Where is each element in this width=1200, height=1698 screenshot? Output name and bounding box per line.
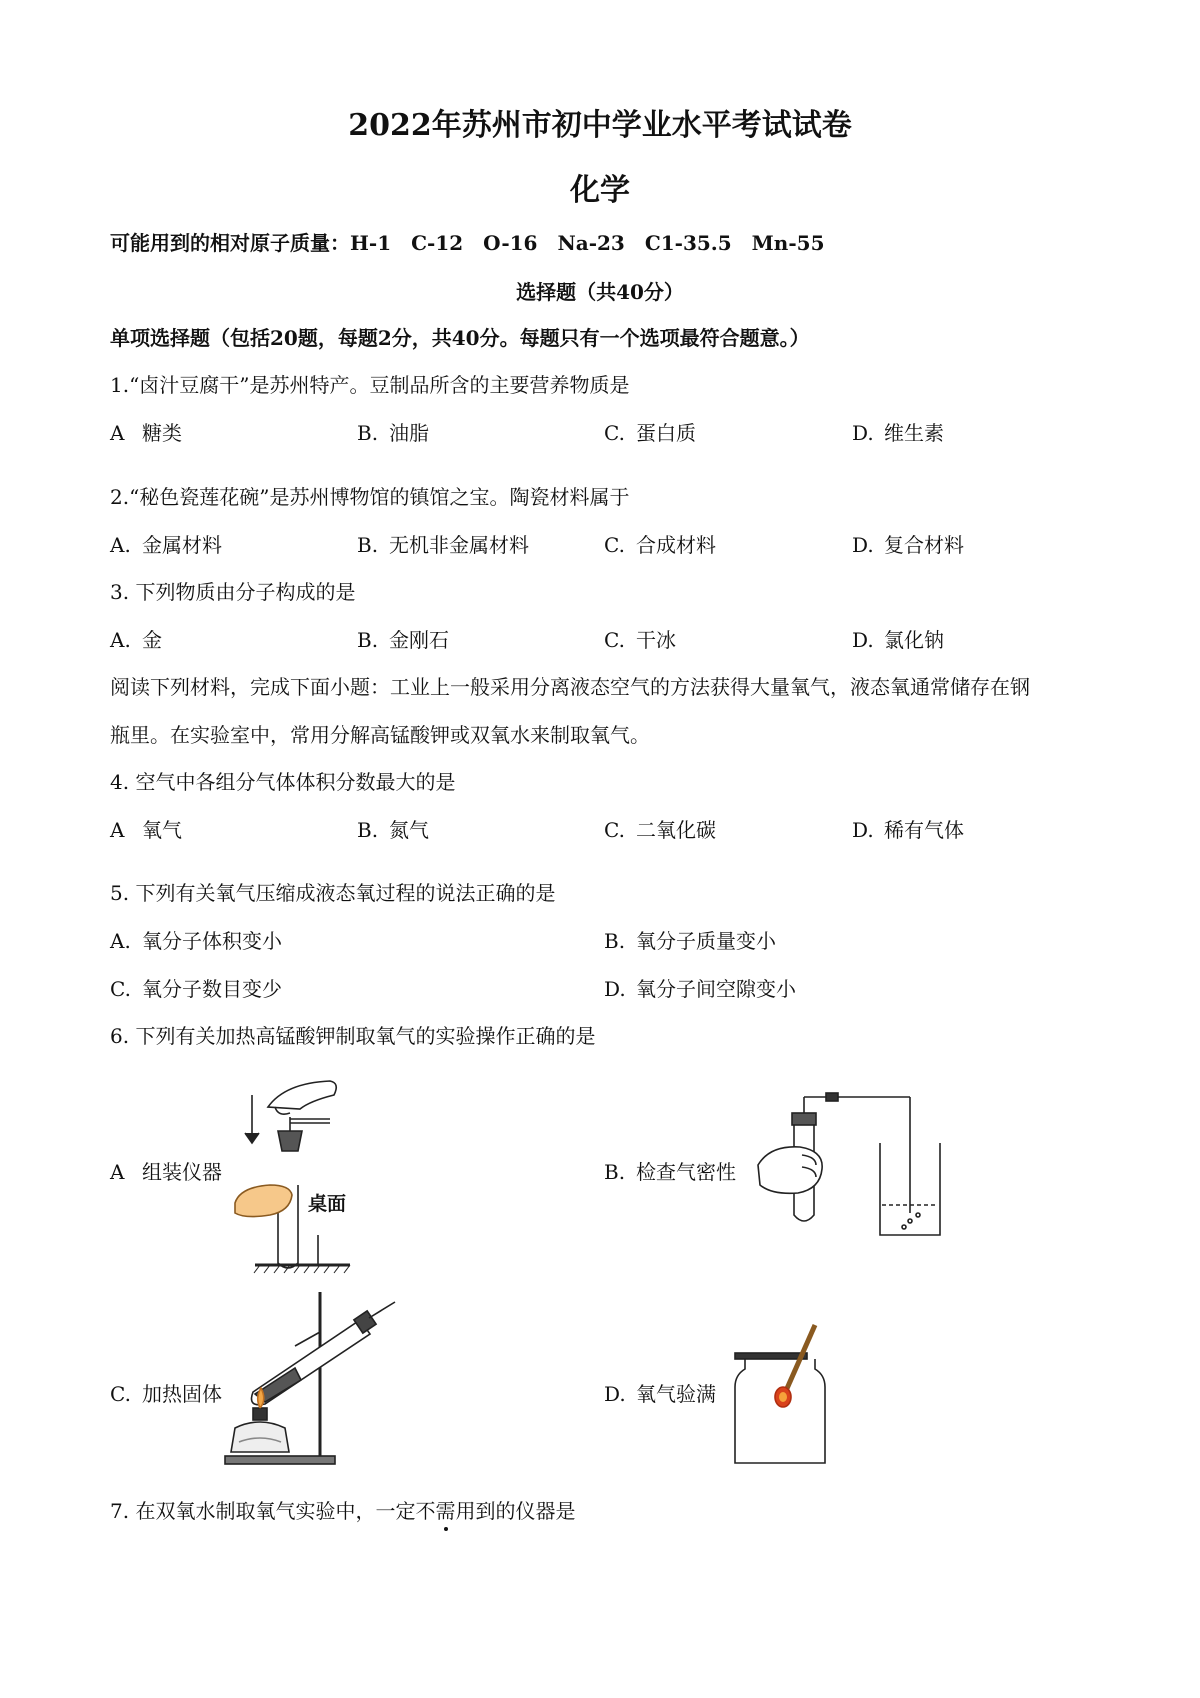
option-text: 氧分子体积变小 bbox=[142, 929, 282, 953]
figure-check-airtightness bbox=[750, 1085, 950, 1235]
q4-option-b[interactable] bbox=[357, 816, 429, 844]
q3-option-d[interactable] bbox=[852, 626, 944, 654]
q2-option-a[interactable] bbox=[110, 531, 222, 559]
q6-option-b[interactable] bbox=[604, 1158, 736, 1186]
option-text: 金 bbox=[142, 628, 162, 652]
emphasis-dot bbox=[444, 1527, 448, 1531]
q4-option-a[interactable] bbox=[110, 816, 182, 844]
option-letter: B. bbox=[604, 929, 626, 953]
option-letter: B. bbox=[357, 628, 379, 652]
option-letter: D. bbox=[604, 977, 626, 1001]
q3-option-a[interactable] bbox=[110, 626, 162, 654]
option-text: 组装仪器 bbox=[142, 1160, 222, 1184]
option-text: 稀有气体 bbox=[884, 818, 964, 842]
q1-option-c[interactable] bbox=[604, 419, 696, 447]
q2-option-d[interactable] bbox=[852, 531, 964, 559]
question-6-stem: 6. 下列有关加热高锰酸钾制取氧气的实验操作正确的是 bbox=[110, 1024, 596, 1048]
q6-option-c[interactable] bbox=[110, 1380, 222, 1408]
question-5-stem: 5. 下列有关氧气压缩成液态氧过程的说法正确的是 bbox=[110, 881, 556, 905]
question-7-stem: 7. 在双氧水制取氧气实验中，一定不需用到的仪器是 bbox=[110, 1499, 576, 1523]
section-instruction: 单项选择题（包括20题，每题2分，共40分。每题只有一个选项最符合题意。） bbox=[110, 326, 810, 350]
q5-option-b[interactable] bbox=[604, 927, 776, 955]
option-text: 油脂 bbox=[389, 421, 429, 445]
q4-option-c[interactable] bbox=[604, 816, 716, 844]
option-text: 氧分子数目变少 bbox=[142, 977, 282, 1001]
option-letter: D. bbox=[604, 1382, 626, 1406]
q4-option-d[interactable] bbox=[852, 816, 964, 844]
question-1-stem: 1.“卤汁豆腐干”是苏州特产。豆制品所含的主要营养物质是 bbox=[110, 373, 630, 397]
q6-option-d[interactable] bbox=[604, 1380, 716, 1408]
q3-option-b[interactable] bbox=[357, 626, 449, 654]
q2-option-c[interactable] bbox=[604, 531, 716, 559]
q1-option-d[interactable] bbox=[852, 419, 944, 447]
figure-heating-solid bbox=[225, 1292, 405, 1467]
option-text: 干冰 bbox=[636, 628, 676, 652]
q2-option-b[interactable] bbox=[357, 531, 529, 559]
option-letter: A. bbox=[110, 628, 131, 652]
q1-option-b[interactable] bbox=[357, 419, 429, 447]
option-letter: B. bbox=[357, 533, 379, 557]
option-text: 维生素 bbox=[884, 421, 944, 445]
question-4-stem: 4. 空气中各组分气体体积分数最大的是 bbox=[110, 770, 456, 794]
question-2-stem: 2.“秘色瓷莲花碗”是苏州博物馆的镇馆之宝。陶瓷材料属于 bbox=[110, 485, 630, 509]
section-title: 选择题（共40分） bbox=[516, 280, 684, 304]
q1-option-a[interactable] bbox=[110, 419, 182, 447]
option-text: 金刚石 bbox=[389, 628, 449, 652]
option-text: 加热固体 bbox=[142, 1382, 222, 1406]
option-text: 蛋白质 bbox=[636, 421, 696, 445]
option-letter: C. bbox=[110, 977, 131, 1001]
option-letter: D. bbox=[852, 818, 874, 842]
option-text: 无机非金属材料 bbox=[389, 533, 529, 557]
option-letter: A bbox=[110, 1160, 125, 1184]
option-letter: D. bbox=[852, 421, 874, 445]
option-letter: B. bbox=[604, 1160, 626, 1184]
exam-title: 2022年苏州市初中学业水平考试试卷 bbox=[348, 108, 852, 143]
option-letter: C. bbox=[604, 421, 625, 445]
q5-option-c[interactable] bbox=[110, 975, 282, 1003]
option-letter: C. bbox=[604, 818, 625, 842]
figure-assemble-apparatus bbox=[230, 1075, 370, 1275]
option-text: 金属材料 bbox=[142, 533, 222, 557]
option-text: 合成材料 bbox=[636, 533, 716, 557]
option-text: 氧分子质量变小 bbox=[636, 929, 776, 953]
option-text: 氯化钠 bbox=[884, 628, 944, 652]
desk-label: 桌面 bbox=[308, 1194, 347, 1215]
option-letter: A. bbox=[110, 929, 131, 953]
option-text: 检查气密性 bbox=[636, 1160, 736, 1184]
option-letter: A bbox=[110, 818, 125, 842]
option-text: 氧分子间空隙变小 bbox=[636, 977, 796, 1001]
option-letter: D. bbox=[852, 628, 874, 652]
figure-oxygen-full-test bbox=[735, 1325, 865, 1465]
option-text: 氧气验满 bbox=[636, 1382, 716, 1406]
reading-material-line-2: 瓶里。在实验室中，常用分解高锰酸钾或双氧水来制取氧气。 bbox=[110, 723, 650, 747]
q5-option-a[interactable] bbox=[110, 927, 282, 955]
option-letter: C. bbox=[110, 1382, 131, 1406]
option-letter: D. bbox=[852, 533, 874, 557]
option-letter: B. bbox=[357, 818, 379, 842]
option-letter: A. bbox=[110, 533, 131, 557]
question-3-stem: 3. 下列物质由分子构成的是 bbox=[110, 580, 356, 604]
option-text: 氧气 bbox=[142, 818, 182, 842]
option-letter: A bbox=[110, 421, 125, 445]
option-letter: C. bbox=[604, 628, 625, 652]
option-text: 糖类 bbox=[142, 421, 182, 445]
q3-option-c[interactable] bbox=[604, 626, 676, 654]
option-letter: C. bbox=[604, 533, 625, 557]
q5-option-d[interactable] bbox=[604, 975, 796, 1003]
option-text: 氮气 bbox=[389, 818, 429, 842]
reading-material-line-1: 阅读下列材料，完成下面小题：工业上一般采用分离液态空气的方法获得大量氧气，液态氧通常储存在钢 bbox=[110, 675, 1030, 699]
subject-title: 化学 bbox=[570, 173, 630, 208]
option-text: 复合材料 bbox=[884, 533, 964, 557]
q6-option-a[interactable] bbox=[110, 1158, 222, 1186]
option-text: 二氧化碳 bbox=[636, 818, 716, 842]
option-letter: B. bbox=[357, 421, 379, 445]
atomic-masses: 可能用到的相对原子质量：H-1 C-12 O-16 Na-23 C1-35.5 Mn-55 bbox=[110, 231, 825, 255]
